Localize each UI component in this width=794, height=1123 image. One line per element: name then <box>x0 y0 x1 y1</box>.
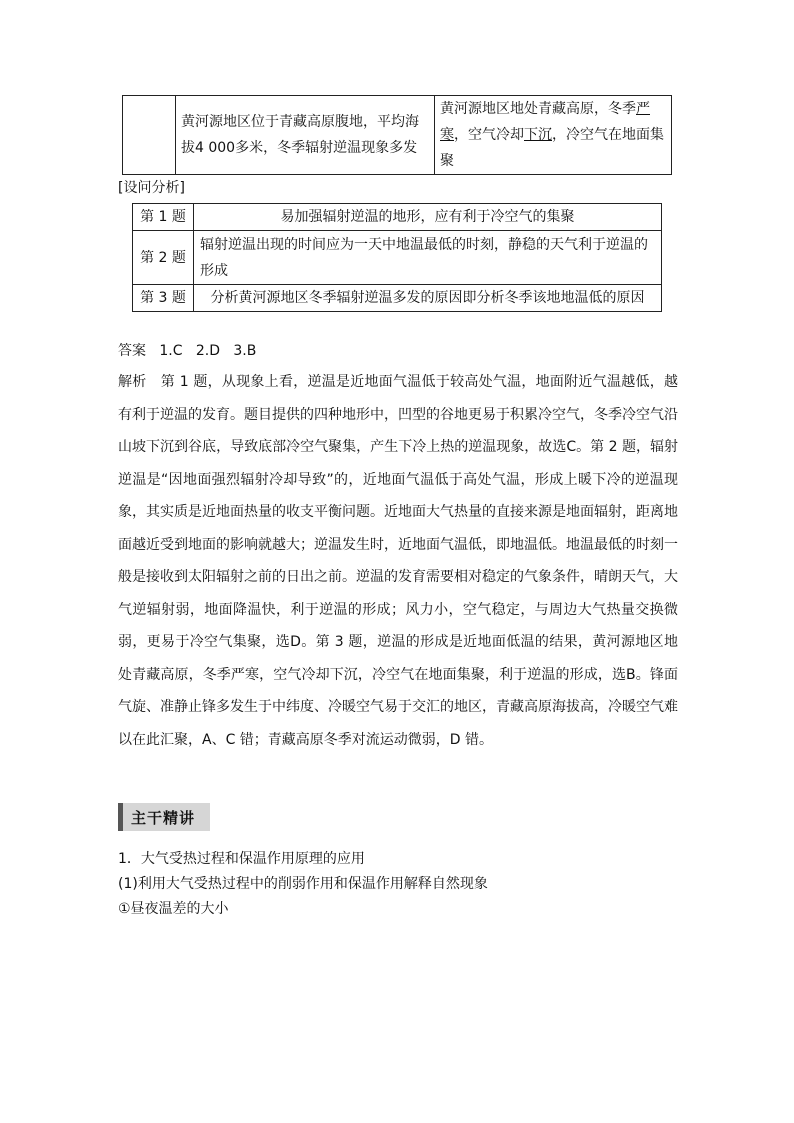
row-label: 第 3 题 <box>133 285 194 312</box>
table-row <box>133 204 662 231</box>
table-row <box>133 285 662 312</box>
answer-item: 1.C <box>159 343 183 359</box>
explanation-paragraph: 解析 第 1 题，从现象上看，逆温是近地面气温低于较高处气温，地面附近气温越低，越有利于逆温的发育。题目提供的四种地形中，凹型的谷地更易于积累冷空气，冬季冷空气沿山坡下沉到谷底，导致底部冷空气聚集，产生下冷上热的逆温现象，故选C。第 2 题，辐射逆温是“因地面强烈辐射冷却导致”的，近地面气温低于高处气温，形成上暖下冷的逆温现象，其实质是近地面热量的收支平衡问题。近地面大气热量的直接来源是地面辐射，距离地面越近受到地面的影响就越大；逆温发生时，近地面气温低，即地温低。地温最低的时刻一般是接收到太阳辐射之前的日出之前。逆温的发育需要相对稳定的气象条件，晴朗天气，大气逆辐射弱，地面降温快，利于逆温的形成；风力小，空气稳定，与周边大气热量交换微弱，更易于冷空气集聚，选D。第 3 题，逆温的形成是近地面低温的结果，黄河源地区地处青藏高原，冬季严寒，空气冷却下沉，冷空气在地面集聚，利于逆温的形成，选B。锋面气旋、准静止锋多发生于中纬度、冷暖空气易于交汇的地区，青藏高原海拔高，冷暖空气难以在此汇聚，A、C 错；青藏高原冬季对流运动微弱，D 错。 <box>118 374 678 748</box>
empty-cell <box>123 96 176 175</box>
row-label: 第 1 题 <box>133 204 194 231</box>
analysis-table <box>132 203 662 312</box>
analysis-title: [设问分析] <box>118 180 185 196</box>
subheading-3: ①昼夜温差的大小 <box>118 901 229 917</box>
answer-item: 3.B <box>233 343 257 359</box>
row-text: 辐射逆温出现的时间应为一天中地温最低的时刻，静稳的天气利于逆温的形成 <box>194 231 662 285</box>
table-row <box>123 96 672 175</box>
subheading-1: 1．大气受热过程和保温作用原理的应用 <box>118 851 365 867</box>
row-label: 第 2 题 <box>133 231 194 285</box>
answer-item: 2.D <box>195 343 220 359</box>
row-text: 分析黄河源地区冬季辐射逆温多发的原因即分析冬季该地地温低的原因 <box>194 285 662 312</box>
answer-prefix: 答案 <box>118 343 146 359</box>
answer-line <box>118 340 678 360</box>
table-row <box>133 231 662 285</box>
section-heading-text: 主干精讲 <box>131 809 196 827</box>
row-text: 易加强辐射逆温的地形，应有利于冷空气的集聚 <box>194 204 662 231</box>
top-table <box>122 95 672 175</box>
section-heading <box>118 803 210 831</box>
cell-right: 黄河源地区地处青藏高原，冬季严寒，空气冷却下沉，冷空气在地面集聚 <box>435 96 672 175</box>
cell-left: 黄河源地区位于青藏高原腹地，平均海拔4 000多米，冬季辐射逆温现象多发 <box>176 96 435 175</box>
subheading-2: (1)利用大气受热过程中的削弱作用和保温作用解释自然现象 <box>118 876 488 892</box>
